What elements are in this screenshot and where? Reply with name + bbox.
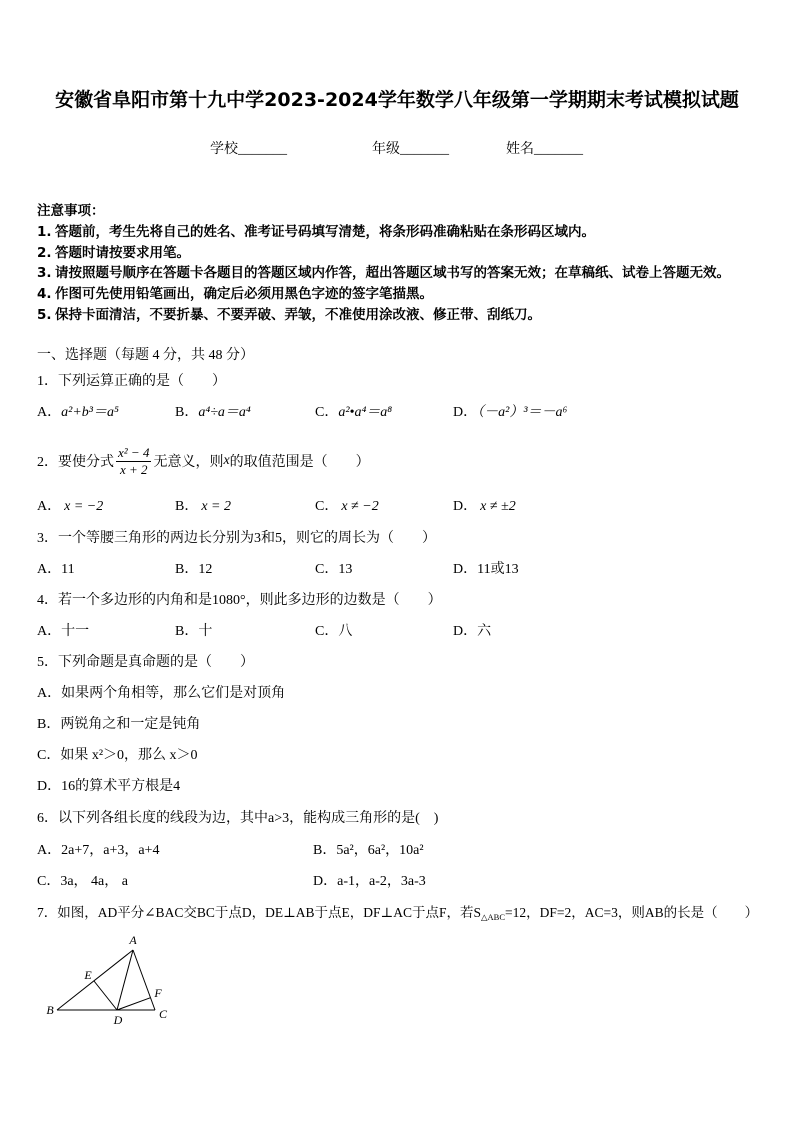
option-label: D．	[453, 562, 478, 577]
note-item	[37, 264, 730, 282]
option-a	[37, 498, 103, 516]
section-title: 一、选择题（每题 4 分，共 48 分）	[37, 348, 254, 363]
question-3-stem: 3．一个等腰三角形的两边长分别为3和5，则它的周长为（ ）	[37, 531, 436, 546]
option-label: D．	[313, 874, 338, 889]
note-text: 保持卡面清洁，不要折暴、不要弄破、弄皱，不准使用涂改液、修正带、刮纸刀。	[55, 307, 541, 323]
option-text: x ≠ −2	[341, 499, 379, 514]
question-6-stem: 6．以下列各组长度的线段为边，其中a>3，能构成三角形的是( )	[37, 811, 439, 826]
option-d	[37, 778, 180, 796]
option-d	[313, 873, 426, 891]
option-label: B．	[175, 499, 199, 514]
option-label: D．	[453, 499, 478, 514]
vertex-label-b: B	[46, 1003, 54, 1017]
fraction-numerator: x² − 4	[118, 444, 150, 460]
option-label: D．	[37, 779, 62, 794]
option-label: D．	[453, 405, 478, 420]
question-6-options-row-1	[0, 842, 794, 860]
option-b	[313, 842, 424, 860]
fraction	[116, 445, 151, 478]
option-text: （－a²）³＝－a⁶	[477, 405, 568, 420]
option-b	[175, 404, 251, 422]
segment-df	[117, 998, 151, 1010]
option-text: 11	[61, 562, 75, 577]
option-text: x ≠ ±2	[480, 499, 516, 514]
option-c	[315, 623, 352, 641]
option-d	[453, 561, 519, 579]
note-number: 4.	[37, 286, 52, 302]
option-label: A．	[37, 686, 62, 701]
point-label-e: E	[84, 968, 92, 982]
option-d	[453, 623, 491, 641]
option-b	[175, 623, 212, 641]
question-2-stem	[37, 443, 370, 479]
question-1-options	[0, 404, 794, 422]
question-4-options	[0, 623, 794, 641]
question-3-options	[0, 561, 794, 579]
stem-text: 7．如图，AD平分∠BAC交BC于点D，DE⊥AB于点E，DF⊥AC于点F，若S	[37, 905, 481, 920]
option-text: x = 2	[201, 499, 232, 514]
note-text: 答题前，考生先将自己的姓名、准考证号码填写清楚，将条形码准确粘贴在条形码区域内。	[55, 224, 595, 240]
option-text: x = −2	[64, 499, 104, 514]
vertex-label-c: C	[158, 1007, 168, 1021]
option-a	[37, 842, 159, 860]
option-text: 11或13	[477, 562, 519, 577]
option-d	[453, 498, 516, 516]
note-number: 5.	[37, 307, 52, 323]
option-c	[37, 873, 128, 891]
option-text: 16的算术平方根是4	[61, 779, 181, 794]
segment-ab	[57, 950, 133, 1010]
option-label: C．	[37, 874, 61, 889]
option-b	[175, 498, 231, 516]
school-field: 学校_______	[210, 142, 287, 157]
segment-ad	[117, 950, 133, 1010]
option-label: C．	[315, 499, 339, 514]
name-field: 姓名_______	[506, 142, 583, 157]
question-7-stem	[37, 904, 758, 926]
note-text: 作图可先使用铅笔画出，确定后必须用黑色字迹的签字笔描黑。	[55, 286, 433, 302]
question-5-stem: 5．下列命题是真命题的是（ ）	[37, 655, 254, 670]
option-text: 2a+7，a+3，a+4	[61, 843, 160, 858]
stem-text: 的取值范围是（ ）	[229, 455, 370, 470]
segment-de	[94, 981, 117, 1010]
option-text: a²•a⁴＝a⁸	[338, 405, 393, 420]
option-label: A．	[37, 562, 62, 577]
note-number: 2.	[37, 245, 52, 261]
exam-title: 安徽省阜阳市第十九中学2023-2024学年数学八年级第一学期期末考试模拟试题	[55, 89, 739, 111]
option-a	[37, 404, 119, 422]
option-label: B．	[313, 843, 337, 858]
option-c	[315, 561, 352, 579]
option-label: C．	[37, 748, 61, 763]
option-text: 十	[198, 624, 213, 639]
note-text: 请按照题号顺序在答题卡各题目的答题区域内作答，超出答题区域书写的答案无效；在草稿纸、试卷上答题无效。	[55, 265, 730, 281]
option-label: B．	[175, 624, 199, 639]
option-label: A．	[37, 624, 62, 639]
option-label: B．	[175, 562, 199, 577]
option-text: 六	[477, 624, 492, 639]
option-text: 3a， 4a， a	[60, 874, 128, 889]
option-text: 两锐角之和一定是钝角	[60, 717, 201, 732]
option-text: a⁴÷a＝a⁴	[198, 405, 251, 420]
question-2-options	[0, 498, 794, 516]
note-item	[37, 244, 190, 262]
notes-heading: 注意事项：	[37, 203, 105, 219]
triangle-figure	[40, 930, 180, 1030]
option-text: 如果 x²＞0，那么 x＞0	[60, 748, 198, 763]
option-text: 十一	[61, 624, 90, 639]
option-label: B．	[175, 405, 199, 420]
point-label-f: F	[154, 986, 162, 1000]
option-text: 12	[198, 562, 213, 577]
note-item	[37, 306, 541, 324]
option-label: A．	[37, 405, 62, 420]
vertex-label-a: A	[129, 933, 137, 947]
stem-text: 无意义，则	[153, 455, 224, 470]
option-a	[37, 685, 285, 703]
question-6-options-row-2	[0, 873, 794, 891]
option-text: 5a²，6a²，10a²	[336, 843, 424, 858]
option-text: a²+b³＝a⁵	[61, 405, 119, 420]
stem-text: 2．要使分式	[37, 455, 114, 470]
grade-field: 年级_______	[372, 142, 449, 157]
option-label: B．	[37, 717, 61, 732]
option-d	[453, 404, 567, 422]
fraction-denominator: x + 2	[119, 461, 148, 477]
option-c	[315, 404, 392, 422]
option-c	[315, 498, 379, 516]
option-text: a-1，a-2，3a-3	[337, 874, 426, 889]
option-label: C．	[315, 405, 339, 420]
stem-text: =12，DF=2，AC=3，则AB的长是（ ）	[505, 905, 759, 920]
option-text: 八	[338, 624, 353, 639]
note-item	[37, 285, 433, 303]
option-a	[37, 561, 75, 579]
note-number: 3.	[37, 265, 52, 281]
option-label: C．	[315, 624, 339, 639]
note-text: 答题时请按要求用笔。	[55, 245, 190, 261]
option-b	[37, 716, 200, 734]
option-label: C．	[315, 562, 339, 577]
area-subscript: △ABC	[481, 912, 506, 922]
segment-ac	[133, 950, 155, 1010]
question-1-stem: 1．下列运算正确的是（ ）	[37, 374, 226, 389]
option-label: A．	[37, 843, 62, 858]
point-label-d: D	[113, 1013, 123, 1027]
option-text: 如果两个角相等，那么它们是对顶角	[61, 686, 286, 701]
question-4-stem: 4．若一个多边形的内角和是1080°，则此多边形的边数是（ ）	[37, 593, 442, 608]
option-c	[37, 747, 198, 765]
option-b	[175, 561, 212, 579]
note-item	[37, 223, 595, 241]
stem-variable: x	[223, 453, 230, 468]
option-label: D．	[453, 624, 478, 639]
option-a	[37, 623, 89, 641]
option-label: A．	[37, 499, 62, 514]
option-text: 13	[338, 562, 353, 577]
note-number: 1.	[37, 224, 52, 240]
